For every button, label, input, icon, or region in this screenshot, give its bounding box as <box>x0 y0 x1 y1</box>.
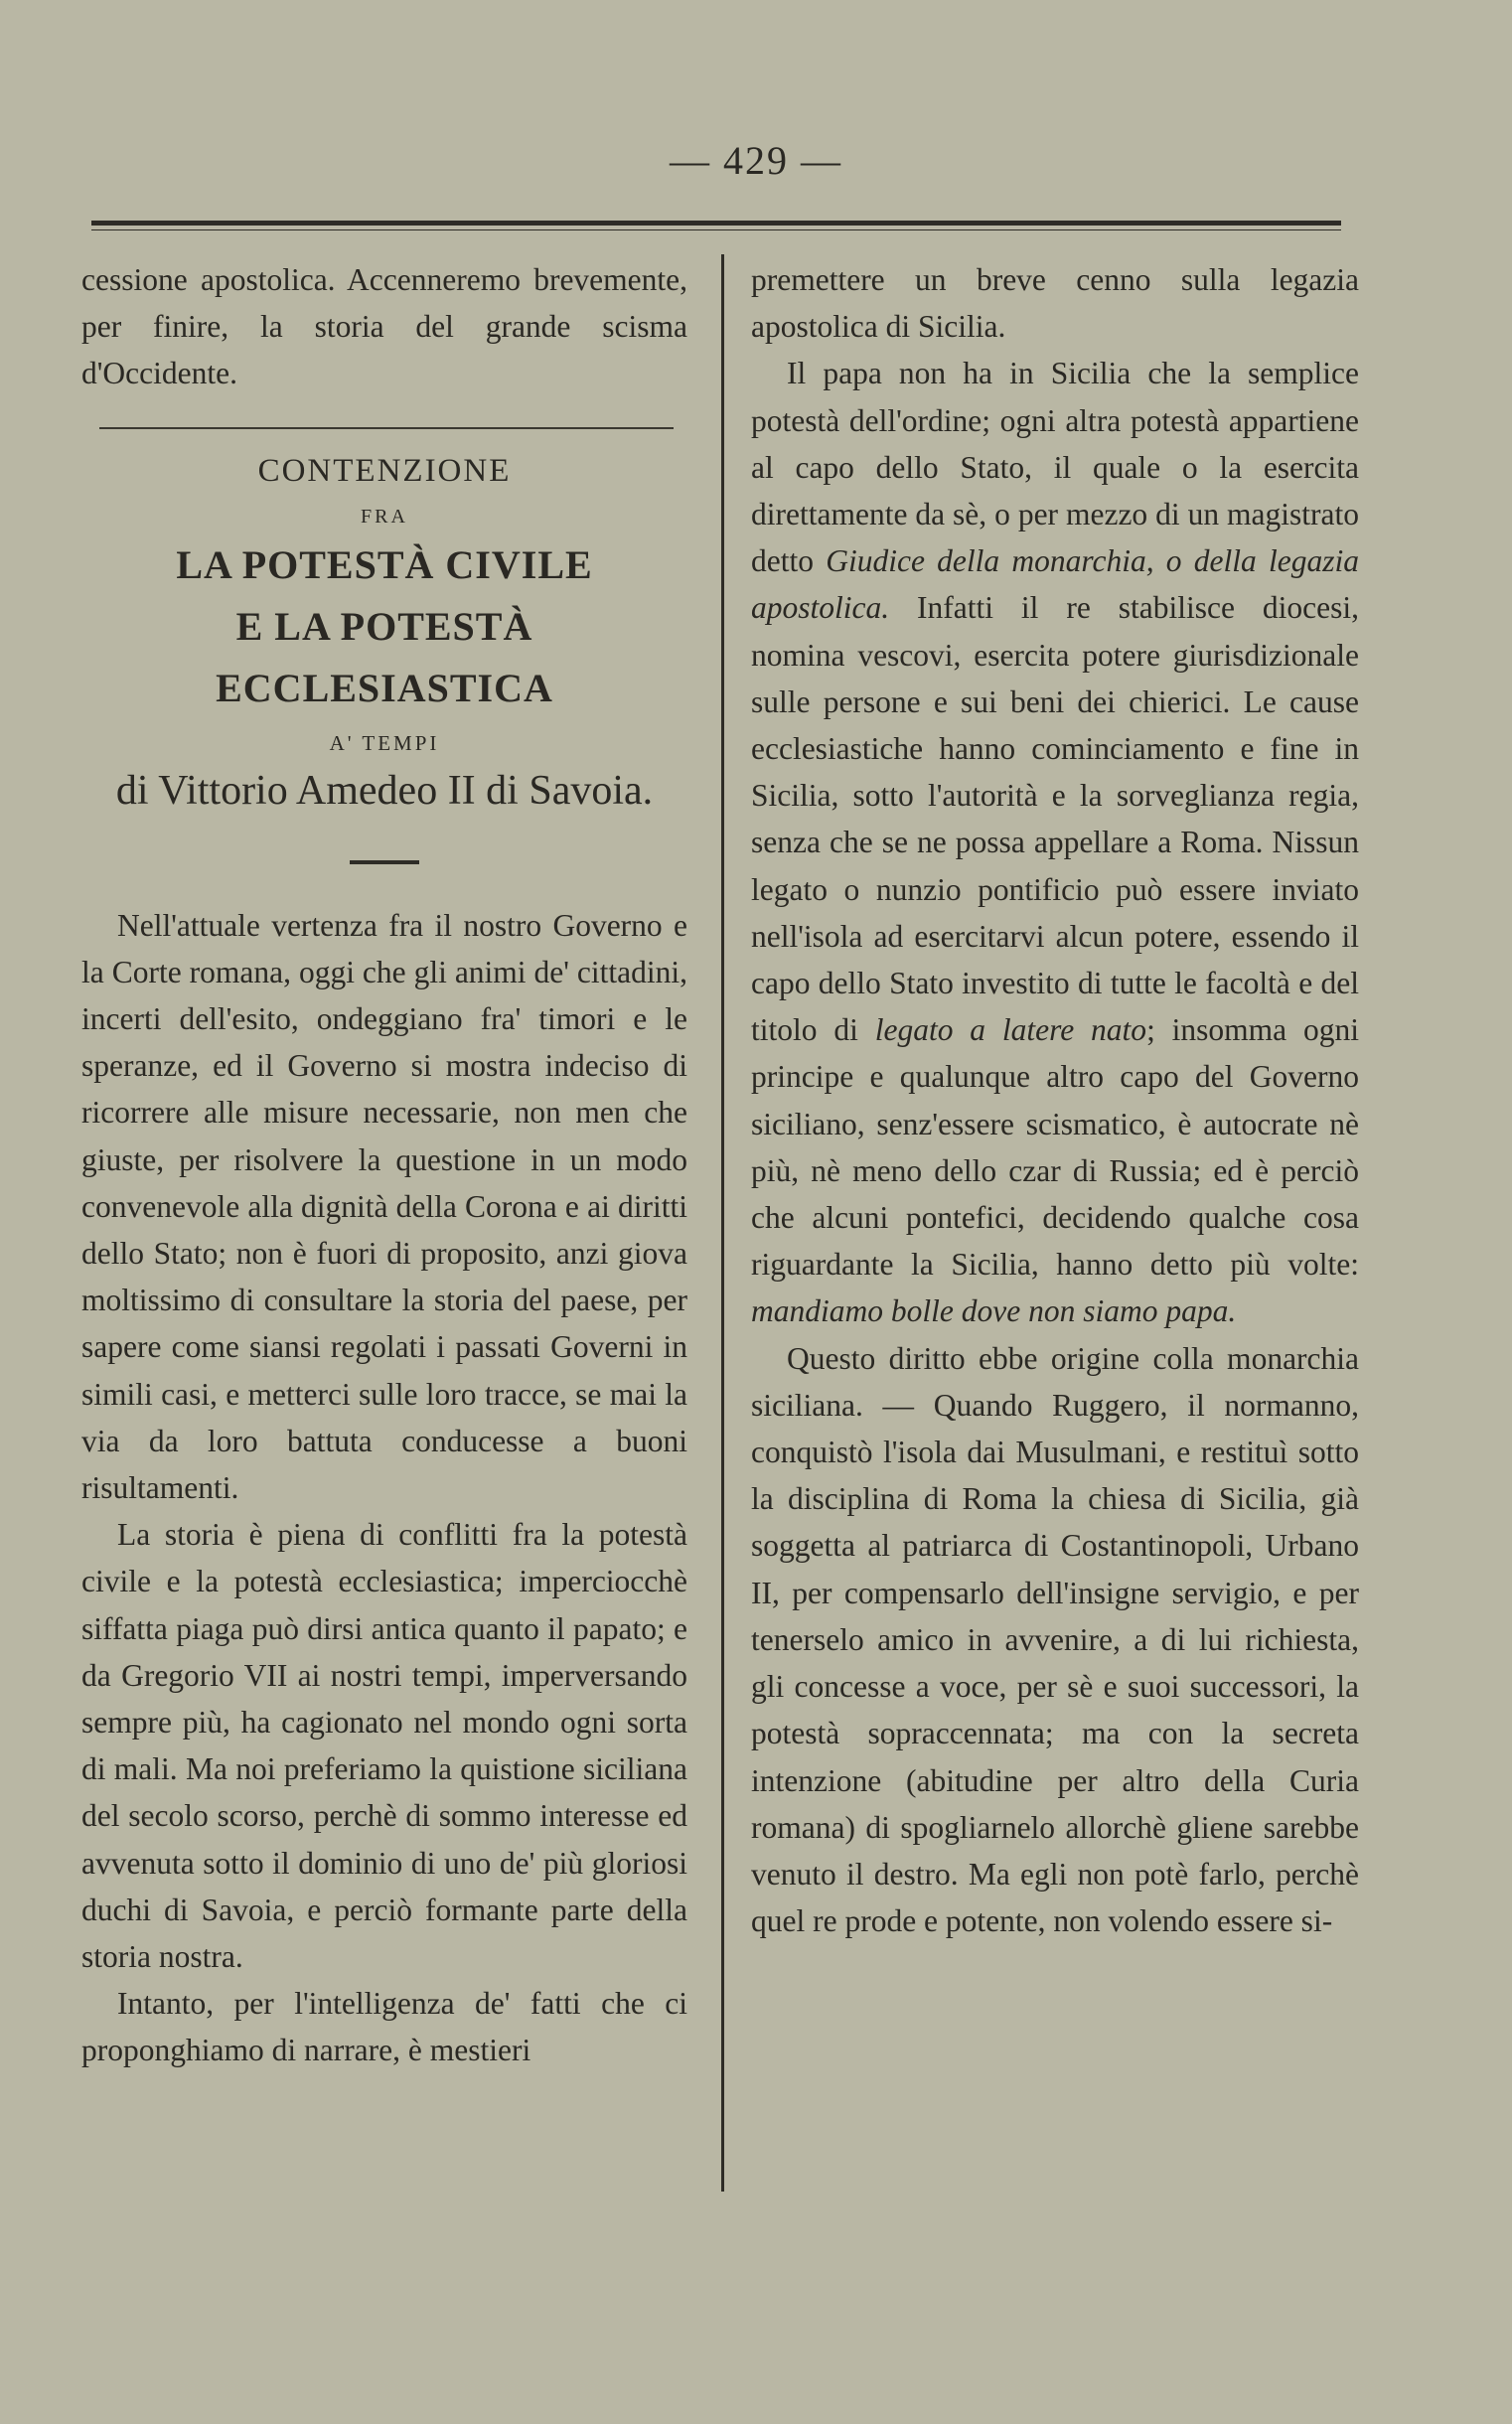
article-heading <box>81 449 687 821</box>
body-paragraph: La storia è piena di conflitti fra la potestà civile e la potestà ecclesiastica; imperciocchè siffatta piaga può dirsi antica quanto il papato; e da Gregorio VII ai nostri tempi, imperversando sempre più, ha cagionato nel mondo ogni sorta di mali. Ma noi preferiamo la quistione siciliana del secolo scorso, perchè di sommo interesse ed avvenuta sotto il dominio di uno de' più gloriosi duchi di Savoia, e perciò formante parte della storia nostra. <box>81 1517 687 1975</box>
body-paragraph: premettere un breve cenno sulla legazia apostolica di Sicilia. <box>751 262 1359 345</box>
heading-fra: FRA <box>361 505 408 528</box>
text-span: Il papa non ha in Sicilia che la semplice potestà dell'ordine; ogni altra potestà appartiene al capo dello Stato, il quale o la esercita direttamente da sè, o per mezzo di un magistrato detto <box>751 356 1359 579</box>
top-double-rule <box>91 221 1341 226</box>
text-span: Infatti il re stabilisce diocesi, nomina vescovi, esercita potere giurisdizionale sulle persone e sui beni dei chierici. Le cause ecclesiastiche hanno cominciamento e fine in Sicilia, sotto l'autorità e la sorveglianza regia, senza che se ne possa appellare a Roma. Nissun legato o nunzio pontificio può essere inviato nell'isola ad esercitarvi alcun potere, essendo il capo dello Stato investito di tutte le facoltà e del titolo di <box>751 590 1359 1048</box>
body-paragraph: Intanto, per l'intelligenza de' fatti che ci proponghiamo di narrare, è mestieri <box>81 1986 687 2068</box>
page-number: — 429 — <box>670 138 842 183</box>
body-paragraph <box>751 350 1359 1334</box>
italic-term: legato a latere nato <box>874 1012 1147 1048</box>
left-column <box>81 256 687 2074</box>
section-rule <box>99 427 674 429</box>
column-divider <box>721 254 724 2192</box>
intro-paragraph: cessione apostolica. Accenneremo brevemente, per finire, la storia del grande scisma d'Occidente. <box>81 262 687 391</box>
text-span: ; insomma ogni principe e qualunque altro capo del Governo siciliano, senz'essere scismatico, è autocrate nè più, nè meno dello czar di Russia; ed è perciò che alcuni pontefici, decidendo qualche cosa riguardante la Sicilia, hanno detto più volte: <box>751 1012 1360 1283</box>
italic-term: Giudice della monarchia, o della legazia apostolica. <box>751 543 1359 626</box>
heading-line-2: E LA POTESTÀ ECCLESIASTICA <box>216 603 553 710</box>
heading-subtitle: di Vittorio Amedeo II di Savoia. <box>115 767 654 814</box>
heading-kicker: CONTENZIONE <box>257 452 512 489</box>
right-column <box>751 256 1359 1944</box>
body-paragraph: Nell'attuale vertenza fra il nostro Governo e la Corte romana, oggi che gli animi de' cittadini, incerti dell'esito, ondeggiano fra' timori e le speranze, ed il Governo si mostra indeciso di ricorrere alle misure necessarie, non men che giuste, per risolvere la questione in un modo convenevole alla dignità della Corona e ai diritti dello Stato; non è fuori di proposito, anzi giova moltissimo di consultare la storia del paese, per sapere come siansi regolati i passati Governi in simili casi, e metterci sulle loro tracce, se mai la via da loro battuta conducesse a buoni risultamenti. <box>81 907 687 1506</box>
heading-dash <box>350 860 419 864</box>
heading-tempi: A' TEMPI <box>329 730 440 755</box>
heading-line-1: LA POTESTÀ CIVILE <box>176 541 593 587</box>
body-paragraph: Questo diritto ebbe origine colla monarchia siciliana. — Quando Ruggero, il normanno, conquistò l'isola dai Musulmani, e restituì sotto la disciplina di Roma la chiesa di Sicilia, già soggetta al patriarca di Costantinopoli, Urbano II, per compensarlo dell'insigne servigio, e per tenerselo amico in avvenire, a di lui richiesta, gli concesse a voce, per sè e suoi successori, la potestà sopraccennata; ma con la secreta intenzione (abitudine per altro della Curia romana) di spogliarnelo allorchè gliene sarebbe venuto il destro. Ma egli non potè farlo, perchè quel re prode e potente, non volendo essere si- <box>751 1340 1359 1939</box>
italic-quote: mandiamo bolle dove non siamo papa. <box>751 1293 1237 1329</box>
